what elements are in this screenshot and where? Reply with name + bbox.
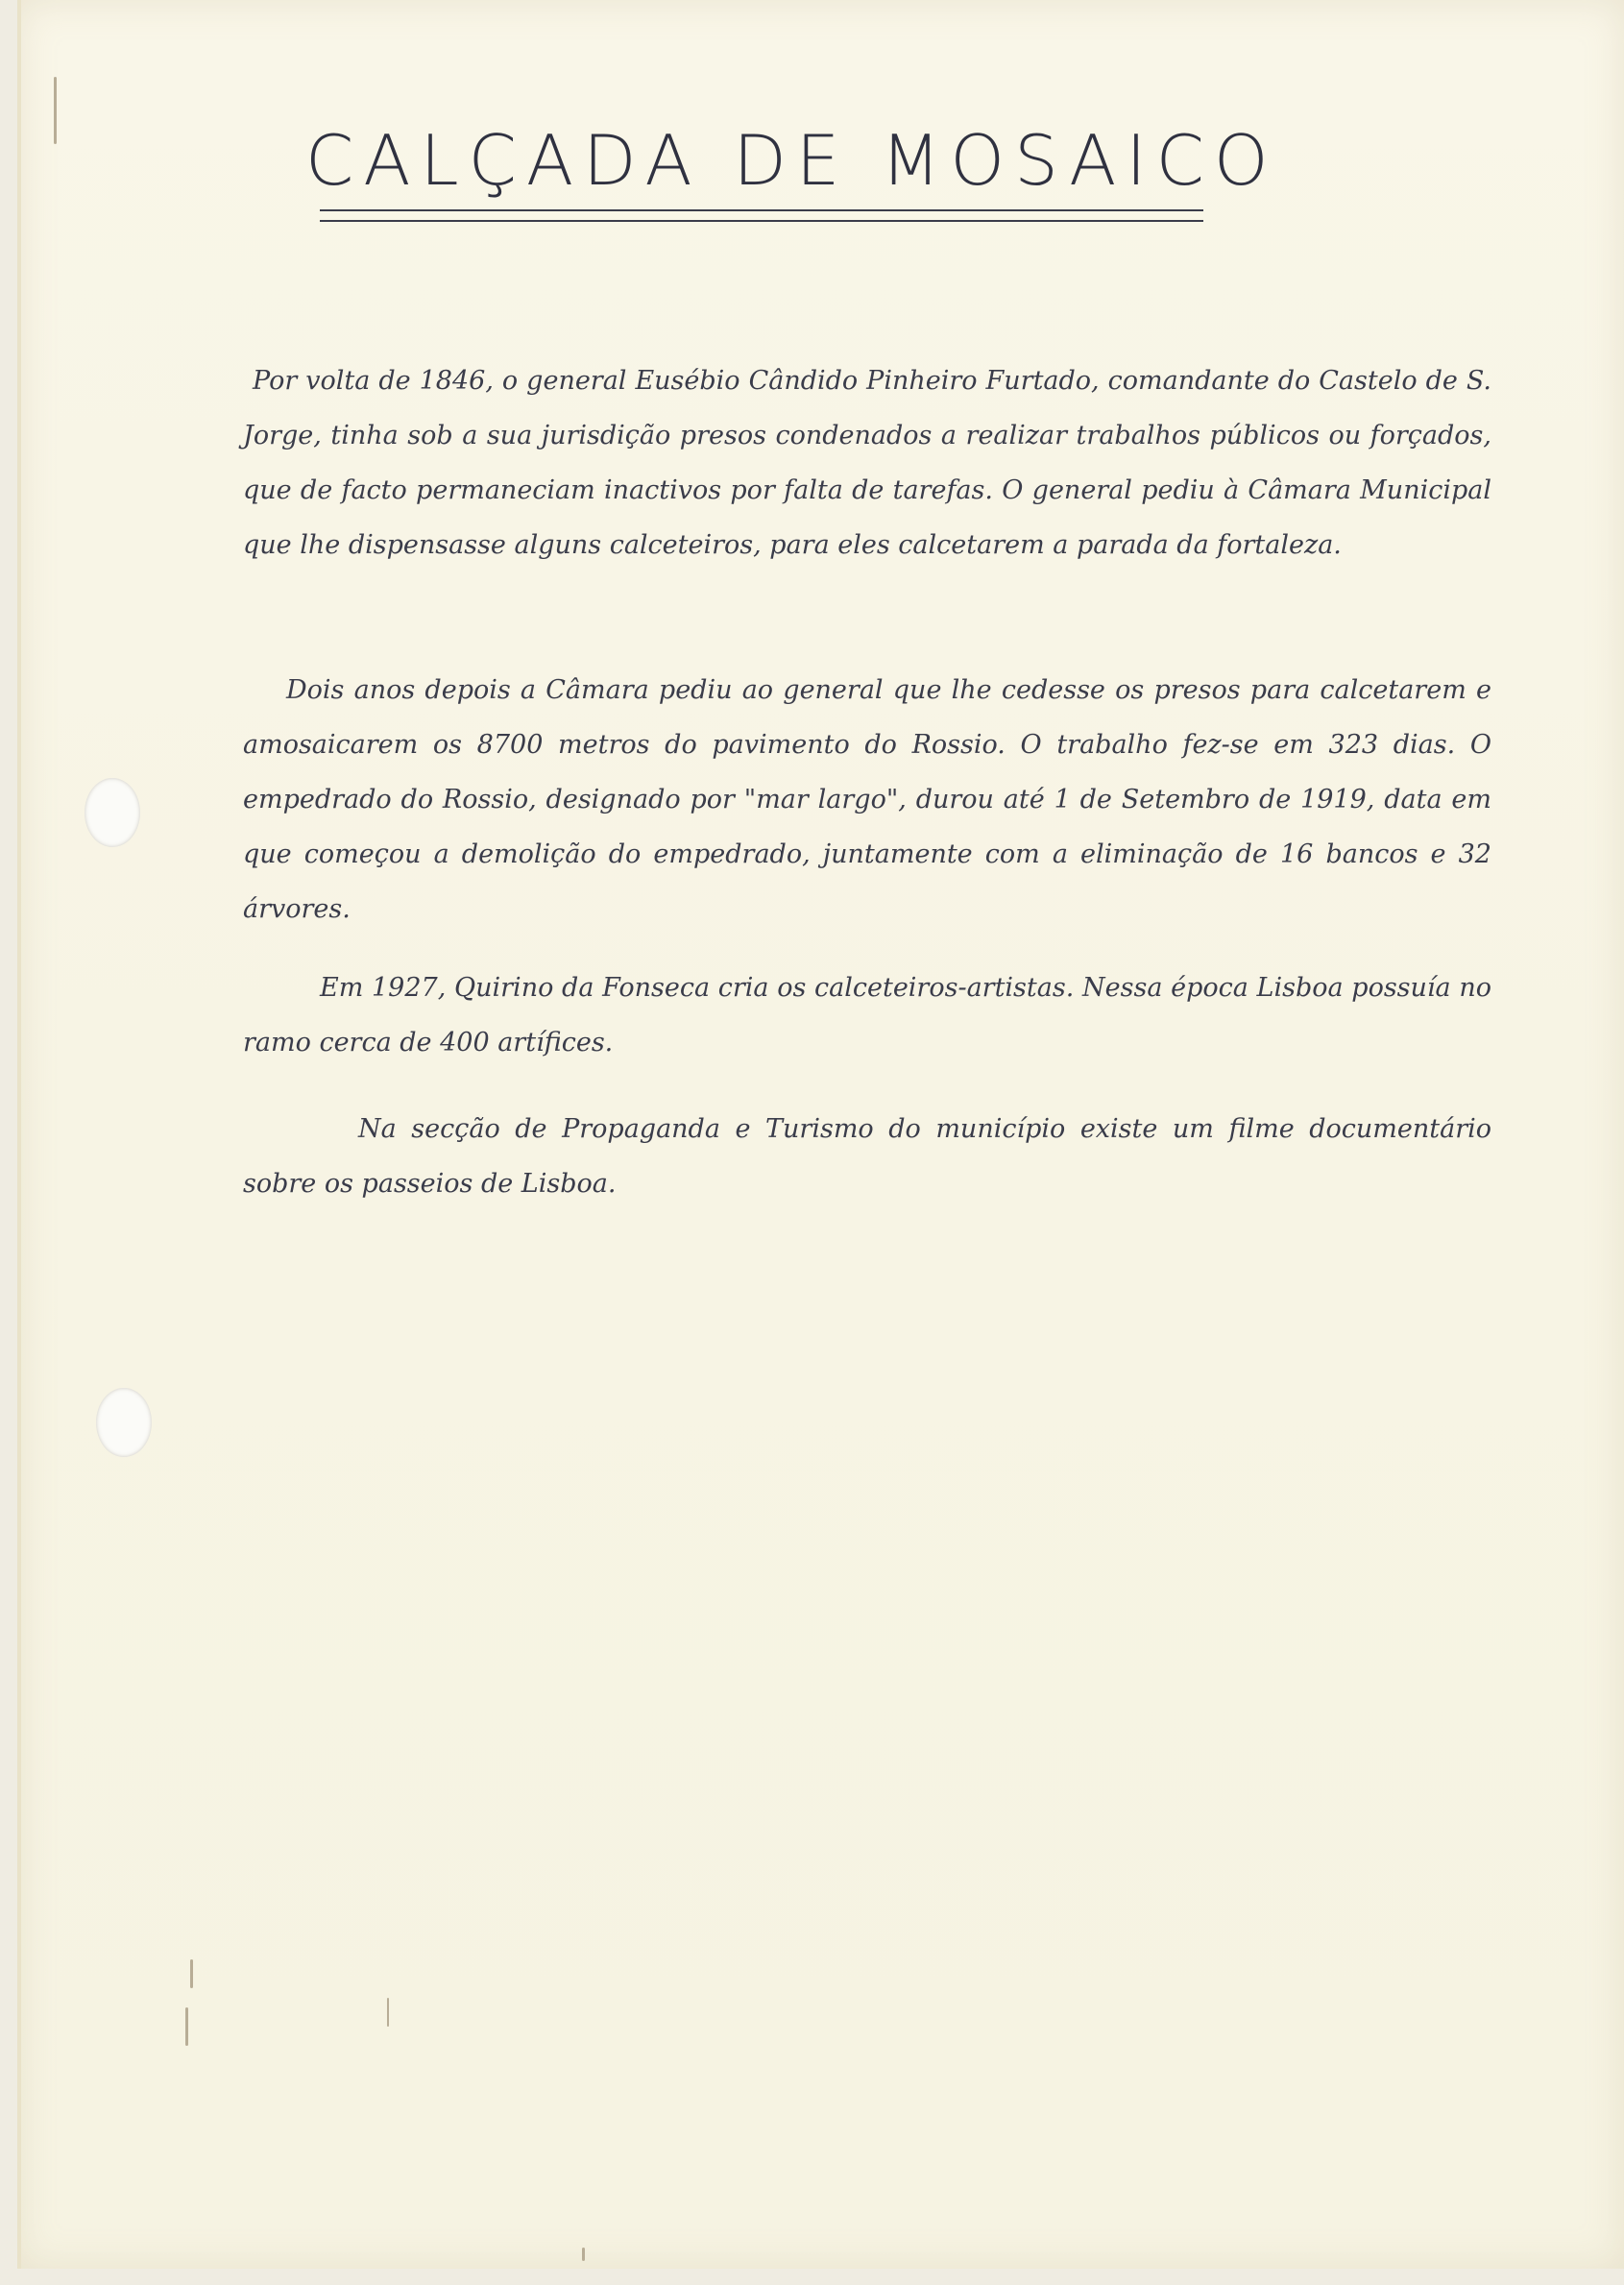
punch-hole-top [85, 778, 140, 847]
paper-sheet [17, 0, 1624, 2269]
paper-speck [387, 1998, 389, 2027]
paragraph-1: Por volta de 1846, o general Eusébio Cândido Pinheiro Furtado, comandante do Castelo de S. Jorge, tinha sob a sua jurisdição presos condenados a realizar trabalhos públicos ou forçados, que de facto permaneciam inactivos por falta de tarefas. O general pediu à Câmara Municipal que lhe dispensasse alguns calceteiros, para eles calcetarem a parada da fortaleza. [243, 366, 1491, 560]
paper-speck [185, 2007, 188, 2046]
title-underline [320, 209, 1203, 211]
punch-hole-bottom [96, 1388, 152, 1457]
paper-edge [17, 0, 21, 2269]
paragraph-2: Dois anos depois a Câmara pediu ao general que lhe cedesse os presos para calcetarem e amosaicarem os 8700 metros do pavimento do Rossio. O trabalho fez-se em 323 dias. O empedrado do Rossio, designado por "mar largo", durou até 1 de Setembro de 1919, data em que começou a demolição do empedrado, juntamente com a eliminação de 16 bancos e 32 árvores. [243, 675, 1491, 924]
paper-speck [582, 2248, 585, 2261]
paper-speck [190, 1959, 193, 1988]
title-underline [320, 220, 1203, 222]
binder-mark [54, 77, 57, 144]
paragraph-4: Na secção de Propaganda e Turismo do município existe um filme documentário sobre os passeios de Lisboa. [243, 1114, 1491, 1199]
paragraph-3: Em 1927, Quirino da Fonseca cria os calceteiros-artistas. Nessa época Lisboa possuía no ramo cerca de 400 artífices. [243, 973, 1491, 1057]
page-title: CALÇADA DE MOSAICO [305, 120, 1278, 201]
